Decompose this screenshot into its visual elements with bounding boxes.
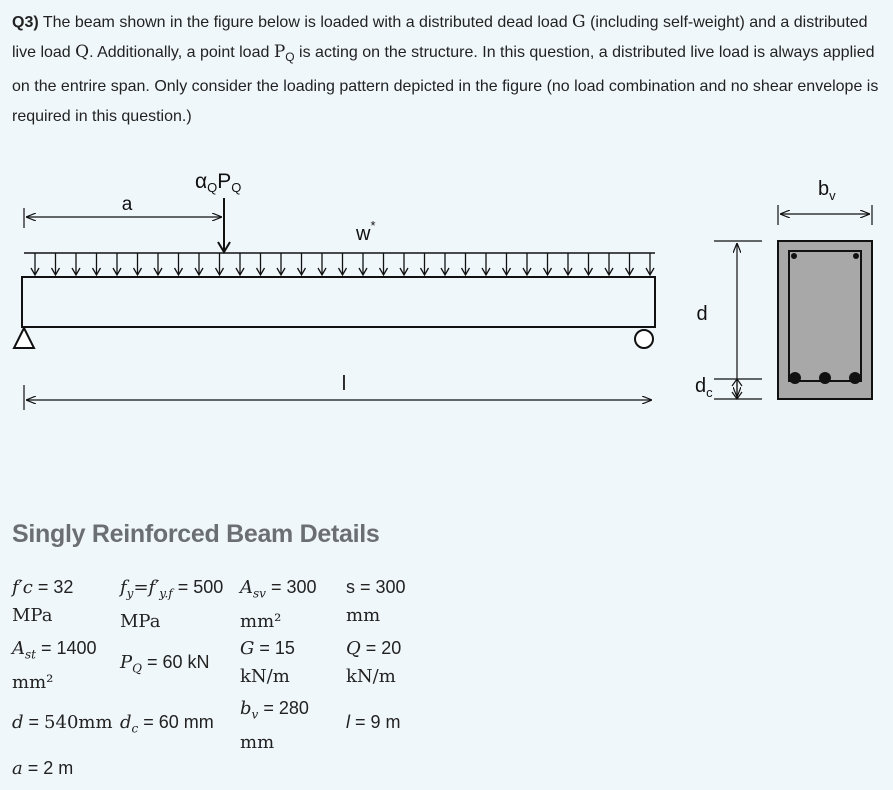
label-dc: $d_c$ [695,375,713,400]
fy-value: $f_y=f'_{y.f} = 500$ MPa [120,577,224,632]
label-l: l [341,373,347,395]
bottom-bar-mid [819,372,831,384]
fc-value: f′c = 32 MPa [12,577,74,626]
beam-cross-section [778,241,872,399]
bottom-bar-left [789,372,801,384]
q-value: Q = 20 kN/m [346,638,402,687]
top-bar-right [853,253,859,259]
label-a: a [121,194,133,215]
roller-support [635,330,653,348]
l-value: l = 9 m [346,712,401,732]
a-value: a = 2 m [12,758,74,779]
pq-value: $P_Q = 60$ kN [120,652,210,676]
dc-value: $d_c = 60$ mm [120,712,214,736]
beam-body [22,277,655,327]
bv-value: $b_v = 280$ mm [240,698,309,753]
question-text: Q3) The beam shown in the figure below is loaded with a distributed dead load G (including self-weight) and a distributed live load Q. Additionally, a point load $P_Q$ is acting on the structure. In this question, a distributed live load is always applied on the entrire span. Only consider the loading pattern depicted in the figure (no load combination and no shear envelope is required in this question.) [12,12,879,125]
dimension-bv [778,178,872,225]
dimension-l [24,373,652,410]
d-value: d = 540mm [12,712,113,733]
distributed-load [24,253,655,275]
s-value: s = 300 mm [346,577,406,626]
ast-value: $A_{st} = 1400$ mm² [12,638,97,693]
symbol-Q: Q [75,41,90,62]
pin-support [14,328,34,348]
g-value: G = 15 kN/m [240,638,295,687]
dimension-dc [695,375,762,400]
label-P: P [217,170,232,193]
label-d: d [696,303,708,325]
symbol-G: G [572,12,586,32]
svg-text:αQPQ: αQPQ [195,170,242,195]
symbol-P: P [273,41,286,62]
label-w: w* [356,218,376,245]
details-title: Singly Reinforced Beam Details [12,520,380,548]
dimension-d [696,241,762,397]
beam-diagram [0,150,893,420]
top-bar-left [791,253,797,259]
label-bv: $b_v$ [818,178,836,203]
bottom-bar-right [849,372,861,384]
point-load-arrow [195,170,241,252]
dimension-a [24,194,222,228]
asv-value: $A_{sv} = 300$ mm² [240,577,317,632]
question-number: Q3) [12,14,39,31]
label-alpha: α [195,170,208,193]
